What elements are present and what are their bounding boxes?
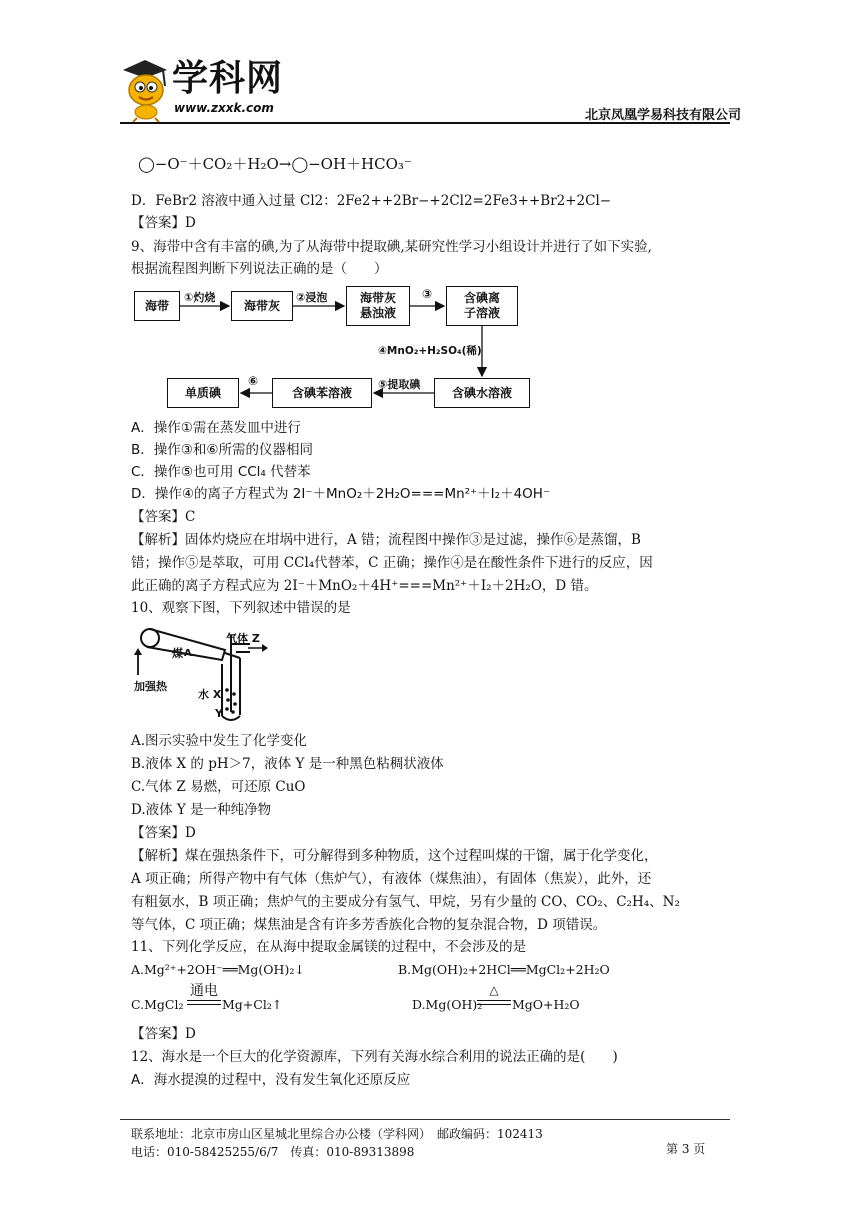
q9-stem-line2: 根据流程图判断下列说法正确的是（ ）	[131, 261, 388, 277]
flow-box-kelp-ash: 海带灰	[231, 291, 293, 321]
apparatus-label-a: A	[184, 648, 192, 659]
apparatus-label-coal: 煤	[172, 647, 183, 660]
q10-option-c: C.气体 Z 易燃，可还原 CuO	[131, 779, 306, 795]
q8-answer: 【答案】D	[131, 215, 196, 231]
q10-option-d: D.液体 Y 是一种纯净物	[131, 802, 272, 818]
apparatus-label-heat: 加强热	[134, 680, 167, 693]
company-name: 北京凤凰学易科技有限公司	[585, 108, 742, 123]
flow-label-burn: ①灼烧	[184, 291, 216, 304]
q11-c-condition: 通电	[190, 983, 218, 999]
q11-d-condition: △	[489, 983, 499, 997]
flow-box-iodine-water: 含碘水溶液	[434, 378, 530, 408]
logo-text: 学科网	[172, 58, 284, 99]
q10-stem: 10、观察下图，下列叙述中错误的是	[131, 600, 351, 616]
flow-box-iodine: 单质碘	[167, 378, 239, 408]
q11-c-reactant: C.MgCl₂	[131, 997, 184, 1012]
footer-address: 联系地址：北京市房山区星城北里综合办公楼（学科网） 邮政编码：102413	[131, 1127, 543, 1141]
q11-c-product: Mg+Cl₂↑	[222, 997, 283, 1012]
q11-c-double-line	[187, 1000, 221, 1005]
q10-option-b: B.液体 X 的 pH＞7，液体 Y 是一种黑色粘稠状液体	[131, 756, 444, 772]
flow-label-extract: ⑤提取碘	[378, 378, 421, 391]
page-number: 第 3 页	[666, 1142, 706, 1156]
q10-explanation-line4: 等气体，C 项正确；煤焦油是含有许多芳香族化合物的复杂混合物，D 项错误。	[131, 917, 607, 933]
q9-explanation-line1: 【解析】固体灼烧应在坩埚中进行，A 错；流程图中操作③是过滤，操作⑥是蒸馏，B	[131, 532, 641, 548]
q12-option-a: A．海水提溴的过程中，没有发生氧化还原反应	[131, 1072, 411, 1088]
q8-option-d: D．FeBr2 溶液中通入过量 Cl2：2Fe2++2Br−+2Cl2=2Fe3++Br2+2Cl−	[131, 193, 612, 209]
q11-d-double-line	[477, 1000, 511, 1005]
apparatus-label-gas-z: 气体 Z	[226, 632, 260, 645]
q11-option-a: A.Mg²⁺+2OH⁻══Mg(OH)₂↓	[131, 962, 305, 977]
flow-label-oxidize: ④MnO₂+H₂SO₄(稀)	[378, 345, 482, 357]
q9-stem-line1: 9、海带中含有丰富的碘,为了从海带中提取碘,某研究性学习小组设计并进行了如下实验,	[131, 239, 652, 255]
q10-explanation-line2: A 项正确；所得产物中有气体（焦炉气），有液体（煤焦油），有固体（焦炭），此外，还	[131, 871, 652, 887]
q10-option-a: A.图示实验中发生了化学变化	[131, 733, 308, 749]
q9-answer: 【答案】C	[131, 509, 196, 525]
q10-answer: 【答案】D	[131, 825, 196, 841]
q11-d-product: MgO+H₂O	[512, 997, 580, 1012]
q9-option-b: B．操作③和⑥所需的仪器相同	[131, 442, 313, 458]
logo-url: www.zxxk.com	[174, 101, 274, 115]
flow-label-step3: ③	[422, 287, 433, 301]
flow-box-iodide-solution: 含碘离 子溶液	[446, 286, 518, 326]
flow-label-step6: ⑥	[248, 374, 259, 388]
q9-explanation-line2: 错；操作⑤是萃取，可用 CCl₄代替苯，C 正确；操作④是在酸性条件下进行的反应，因	[131, 555, 653, 571]
apparatus-label-y: Y	[215, 707, 223, 720]
q9-option-a: A．操作①需在蒸发皿中进行	[131, 420, 301, 436]
phenoxide-equation: ◯−O⁻＋CO₂＋H₂O→◯−OH＋HCO₃⁻	[138, 155, 412, 173]
flow-label-soak: ②浸泡	[296, 291, 328, 304]
q10-explanation-line1: 【解析】煤在强热条件下，可分解得到多种物质，这个过程叫煤的干馏，属于化学变化，	[131, 848, 658, 864]
q12-stem: 12、海水是一个巨大的化学资源库，下列有关海水综合利用的说法正确的是( )	[131, 1049, 618, 1065]
flow-box-kelp: 海带	[134, 291, 180, 321]
apparatus-label-water-x: 水 X	[198, 688, 222, 701]
footer-phone: 电话：010-58425255/6/7 传真：010-89313898	[131, 1145, 415, 1159]
q9-explanation-line3: 此正确的离子方程式应为 2I⁻＋MnO₂＋4H⁺===Mn²⁺＋I₂＋2H₂O，D 错。	[131, 578, 598, 594]
q11-answer: 【答案】D	[131, 1026, 196, 1042]
flow-box-ash-suspension: 海带灰 悬浊液	[346, 286, 410, 326]
q10-explanation-line3: 有粗氨水，B 项正确；焦炉气的主要成分有氢气、甲烷，另有少量的 CO、CO₂、C₂H₄、N₂	[131, 894, 680, 910]
footer-rule	[120, 1119, 730, 1120]
flow-box-iodine-benzene: 含碘苯溶液	[272, 378, 372, 408]
q11-stem: 11、下列化学反应，在从海中提取金属镁的过程中，不会涉及的是	[131, 939, 527, 955]
q9-option-d: D．操作④的离子方程式为 2I⁻＋MnO₂＋2H₂O===Mn²⁺＋I₂＋4OH⁻	[131, 486, 551, 502]
q11-option-b: B.Mg(OH)₂+2HCl══MgCl₂+2H₂O	[398, 962, 610, 977]
q11-d-reactant: D.Mg(OH)₂	[412, 997, 483, 1012]
q9-option-c: C．操作⑤也可用 CCl₄ 代替苯	[131, 464, 311, 480]
